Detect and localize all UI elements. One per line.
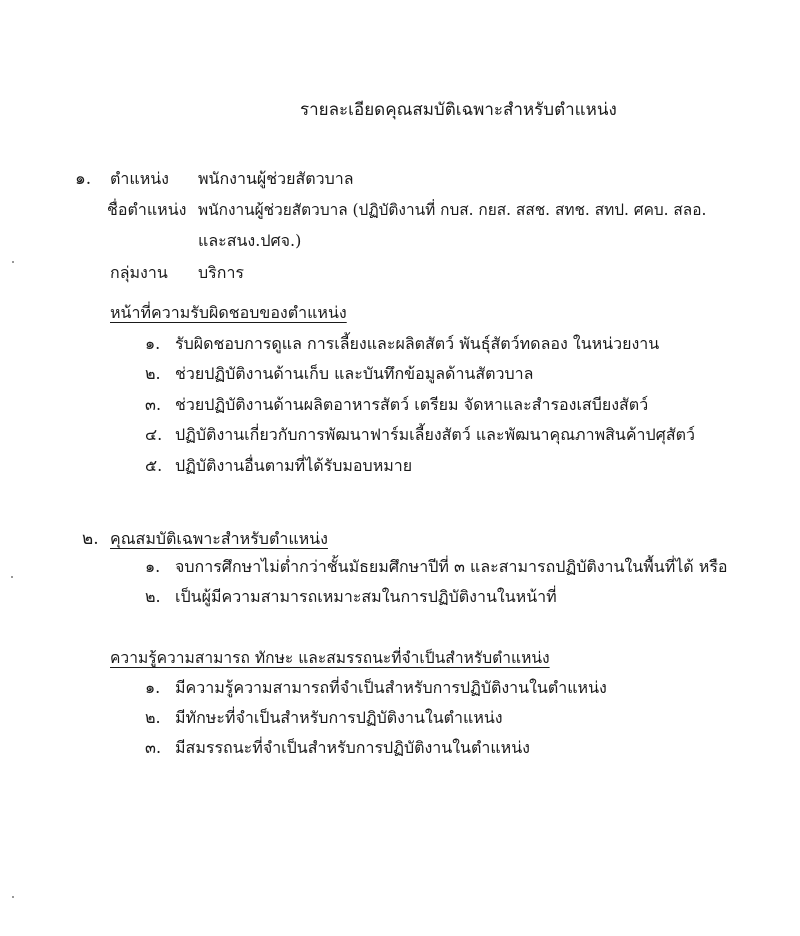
position-value: พนักงานผู้ช่วยสัตวบาล (198, 169, 354, 188)
qualification-number: ๒. (145, 587, 161, 606)
group-label: กลุ่มงาน (110, 263, 168, 282)
position-name-line-1: พนักงานผู้ช่วยสัตวบาล (ปฏิบัติงานที่ กบส. กยส. สสช. สทช. สทป. ศคบ. สลอ. (198, 201, 707, 219)
duty-number: ๑. (145, 334, 161, 353)
duty-text: รับผิดชอบการดูแล การเลี้ยงและผลิตสัตว์ พันธุ์สัตว์ทดลอง ในหน่วยงาน (175, 334, 660, 353)
duties-heading: หน้าที่ความรับผิดชอบของตำแหน่ง (110, 303, 347, 322)
scan-speck (11, 576, 13, 578)
knowledge-text: มีความรู้ความสามารถที่จำเป็นสำหรับการปฏิบัติงานในตำแหน่ง (175, 678, 607, 697)
scan-speck (12, 896, 14, 898)
qualifications-heading: คุณสมบัติเฉพาะสำหรับตำแหน่ง (110, 529, 328, 548)
duty-number: ๓. (145, 395, 162, 414)
qualification-text: จบการศึกษาไม่ต่ำกว่าชั้นมัธยมศึกษาปีที่ ๓ และสามารถปฏิบัติงานในพื้นที่ได้ หรือ (175, 557, 728, 576)
knowledge-number: ๒. (145, 708, 161, 727)
knowledge-heading: ความรู้ความสามารถ ทักษะ และสมรรถนะที่จำเป็นสำหรับตำแหน่ง (110, 649, 550, 667)
position-label: ตำแหน่ง (110, 169, 169, 188)
duty-number: ๕. (145, 456, 163, 475)
document-title: รายละเอียดคุณสมบัติเฉพาะสำหรับตำแหน่ง (300, 100, 617, 120)
duty-text: ช่วยปฏิบัติงานด้านผลิตอาหารสัตว์ เตรียม จัดหาและสำรองเสบียงสัตว์ (175, 395, 649, 414)
position-name-line-2: และสนง.ปศจ.) (198, 231, 302, 250)
knowledge-number: ๓. (145, 738, 162, 757)
qualification-text: เป็นผู้มีความสามารถเหมาะสมในการปฏิบัติงานในหน้าที่ (175, 587, 557, 606)
knowledge-text: มีสมรรถนะที่จำเป็นสำหรับการปฏิบัติงานในตำแหน่ง (175, 738, 530, 757)
scan-speck (12, 261, 14, 263)
position-name-label: ชื่อตำแหน่ง (107, 200, 187, 219)
duty-number: ๒. (145, 364, 161, 383)
duty-text: ช่วยปฏิบัติงานด้านเก็บ และบันทึกข้อมูลด้านสัตวบาล (175, 364, 534, 383)
duty-number: ๔. (145, 425, 163, 444)
duty-text: ปฏิบัติงานเกี่ยวกับการพัฒนาฟาร์มเลี้ยงสัตว์ และพัฒนาคุณภาพสินค้าปศุสัตว์ (175, 425, 695, 444)
section-1-number: ๑. (75, 169, 92, 189)
duty-text: ปฏิบัติงานอื่นตามที่ได้รับมอบหมาย (175, 456, 413, 475)
section-2-number: ๒. (82, 529, 99, 549)
group-value: บริการ (198, 263, 245, 282)
qualification-number: ๑. (145, 557, 161, 576)
knowledge-number: ๑. (145, 678, 161, 697)
knowledge-text: มีทักษะที่จำเป็นสำหรับการปฏิบัติงานในตำแหน่ง (175, 708, 503, 727)
